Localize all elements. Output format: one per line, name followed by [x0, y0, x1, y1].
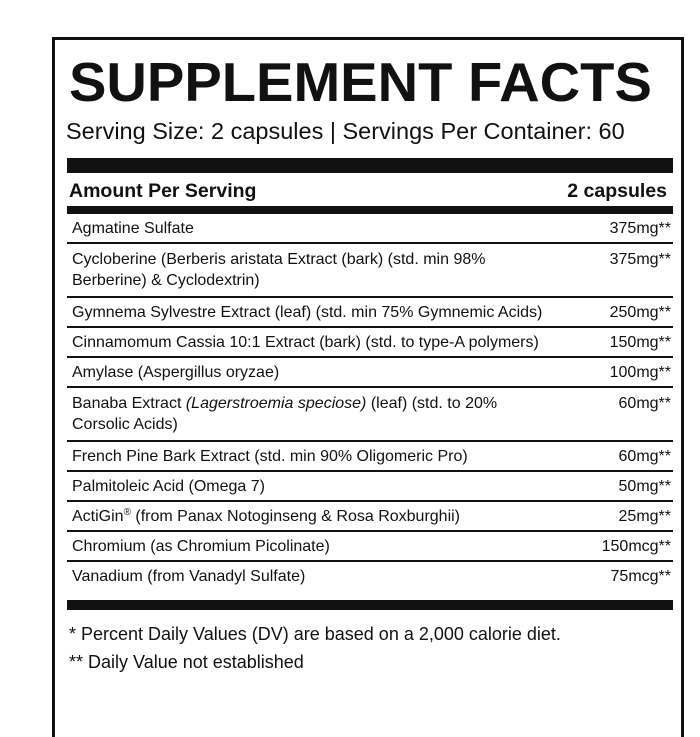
- footnote-not-established: ** Daily Value not established: [69, 652, 304, 672]
- divider-thick-bottom: [67, 600, 673, 610]
- ingredient-name: Vanadium (from Vanadyl Sulfate): [72, 568, 306, 585]
- registered-mark: ®: [123, 507, 131, 518]
- ingredient-name: Banaba Extract (Lagerstroemia speciose) (leaf) (std. to 20% Corsolic Acids): [72, 395, 498, 433]
- divider-medium: [67, 206, 673, 214]
- ingredient-amount: 50mg**: [618, 478, 671, 495]
- ingredient-name: Agmatine Sulfate: [72, 220, 194, 237]
- ingredient-name: Gymnema Sylvestre Extract (leaf) (std. min 75% Gymnemic Acids): [72, 304, 543, 321]
- ingredient-amount: 25mg**: [618, 508, 671, 525]
- ingredient-amount: 60mg**: [618, 448, 671, 465]
- ingredient-row: [67, 388, 673, 442]
- footnote-daily-values: * Percent Daily Values (DV) are based on a 2,000 calorie diet.: [69, 624, 561, 644]
- amount-per-serving-label: Amount Per Serving: [69, 180, 257, 202]
- supplement-facts-panel: [52, 37, 684, 737]
- ingredient-amount: 375mg**: [609, 251, 671, 268]
- ingredient-amount: 150mg**: [609, 334, 671, 351]
- ingredient-row: [67, 244, 673, 298]
- ingredient-amount: 150mcg**: [601, 538, 671, 555]
- ingredient-row: [67, 472, 673, 502]
- ingredient-row: [67, 214, 673, 244]
- divider-thick: [67, 158, 673, 173]
- panel-title: SUPPLEMENT FACTS: [69, 51, 652, 113]
- ingredient-row: [67, 328, 673, 358]
- ingredient-amount: 100mg**: [609, 364, 671, 381]
- serving-info: Serving Size: 2 capsules | Servings Per Container: 60: [66, 118, 625, 144]
- ingredient-name: Chromium (as Chromium Picolinate): [72, 538, 330, 555]
- ingredient-name: Cycloberine (Berberis aristata Extract (bark) (std. min 98% Berberine) & Cyclodextrin): [72, 251, 486, 289]
- ingredient-row: [67, 358, 673, 388]
- ingredient-name: French Pine Bark Extract (std. min 90% Oligomeric Pro): [72, 448, 468, 465]
- amount-per-serving-value: 2 capsules: [567, 180, 667, 202]
- ingredient-name: Palmitoleic Acid (Omega 7): [72, 478, 265, 495]
- ingredient-row: [67, 442, 673, 472]
- ingredient-amount: 250mg**: [609, 304, 671, 321]
- ingredient-name: ActiGin® (from Panax Notoginseng & Rosa Roxburghii): [72, 507, 460, 525]
- ingredients-table: [67, 214, 673, 592]
- ingredient-amount: 60mg**: [618, 395, 671, 412]
- ingredient-row: [67, 502, 673, 532]
- ingredient-amount: 75mcg**: [610, 568, 671, 585]
- ingredient-row: [67, 298, 673, 328]
- ingredient-row: [67, 562, 673, 592]
- ingredient-name: Cinnamomum Cassia 10:1 Extract (bark) (std. to type-A polymers): [72, 334, 539, 351]
- ingredient-row: [67, 532, 673, 562]
- ingredient-amount: 375mg**: [609, 220, 671, 237]
- ingredient-name: Amylase (Aspergillus oryzae): [72, 364, 280, 381]
